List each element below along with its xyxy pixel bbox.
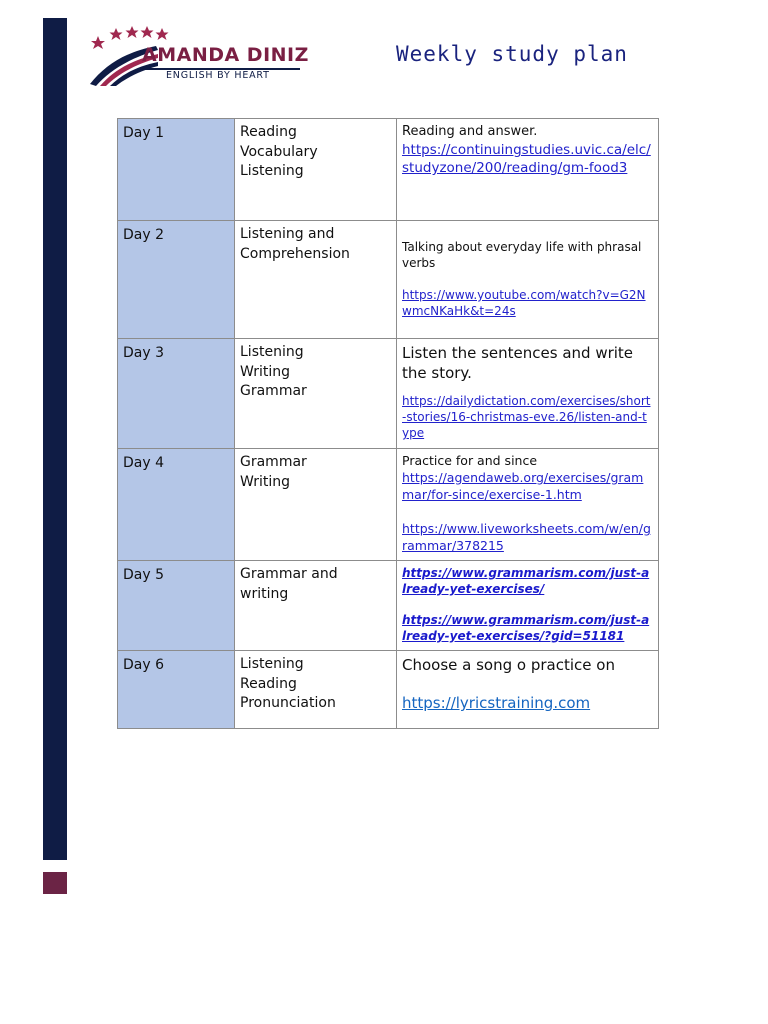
skill-item: Listening: [240, 656, 304, 672]
activity-description: Listen the sentences and write the story.: [402, 344, 634, 382]
day-label: Day 3: [118, 339, 235, 449]
skill-item: Reading: [240, 124, 297, 140]
resource-link[interactable]: https://agendaweb.org/exercises/grammar/for-since/exercise-1.htm: [402, 470, 644, 502]
skills-cell: [235, 339, 397, 449]
resource-link[interactable]: https://www.liveworksheets.com/w/en/grammar/378215: [402, 521, 651, 553]
skill-item: Comprehension: [240, 245, 350, 262]
skills-cell: [235, 221, 397, 339]
day-label: Day 5: [118, 561, 235, 651]
skill-item: Grammar: [240, 383, 307, 399]
skill-item: Grammar and: [240, 566, 338, 582]
activity-description: Reading and answer.: [402, 124, 538, 139]
logo-tagline: ENGLISH BY HEART: [166, 70, 270, 81]
skills-cell: [235, 651, 397, 729]
brand-logo: [86, 24, 326, 92]
resource-link[interactable]: https://dailydictation.com/exercises/short-stories/16-christmas-eve.26/listen-and-type: [402, 394, 651, 440]
skill-item: Listening and: [240, 226, 335, 242]
table-row: [118, 119, 659, 221]
resources-cell: [397, 339, 659, 449]
resource-link[interactable]: https://lyricstraining.com: [402, 694, 591, 712]
resource-link[interactable]: https://www.grammarism.com/just-already-yet-exercises/: [402, 566, 650, 596]
resources-cell: [397, 651, 659, 729]
day-label: Day 2: [118, 221, 235, 339]
skill-item: Reading: [240, 675, 297, 692]
resources-cell: [397, 561, 659, 651]
study-plan-table: [117, 118, 659, 729]
table-row: [118, 561, 659, 651]
skill-item: Pronunciation: [240, 695, 336, 711]
table-row: [118, 449, 659, 561]
table-row: [118, 651, 659, 729]
logo-name: AMANDA DINIZ: [142, 44, 309, 66]
skill-item: Listening: [240, 163, 304, 179]
skills-cell: [235, 119, 397, 221]
skills-cell: [235, 561, 397, 651]
activity-description: Practice for and since: [402, 453, 538, 468]
resources-cell: [397, 221, 659, 339]
activity-description: Talking about everyday life with phrasal verbs: [402, 240, 642, 270]
skill-item: writing: [240, 585, 289, 602]
resources-cell: [397, 449, 659, 561]
side-accent-bar: [43, 18, 67, 860]
table-row: [118, 221, 659, 339]
side-accent-square: [43, 872, 67, 894]
day-label: Day 6: [118, 651, 235, 729]
table-row: [118, 339, 659, 449]
skills-cell: [235, 449, 397, 561]
day-label: Day 1: [118, 119, 235, 221]
skill-item: Grammar: [240, 454, 307, 470]
day-label: Day 4: [118, 449, 235, 561]
skill-item: Writing: [240, 363, 290, 380]
resource-link[interactable]: https://www.youtube.com/watch?v=G2NwmcNKaHk&t=24s: [402, 288, 646, 318]
page-title: Weekly study plan: [396, 42, 628, 66]
skill-item: Listening: [240, 344, 304, 360]
resources-cell: [397, 119, 659, 221]
skill-item: Vocabulary: [240, 143, 318, 160]
resource-link[interactable]: https://continuingstudies.uvic.ca/elc/studyzone/200/reading/gm-food3: [402, 142, 651, 176]
skill-item: Writing: [240, 473, 290, 490]
activity-description: Choose a song o practice on: [402, 656, 615, 674]
resource-link[interactable]: https://www.grammarism.com/just-already-yet-exercises/?gid=51181: [402, 613, 650, 643]
